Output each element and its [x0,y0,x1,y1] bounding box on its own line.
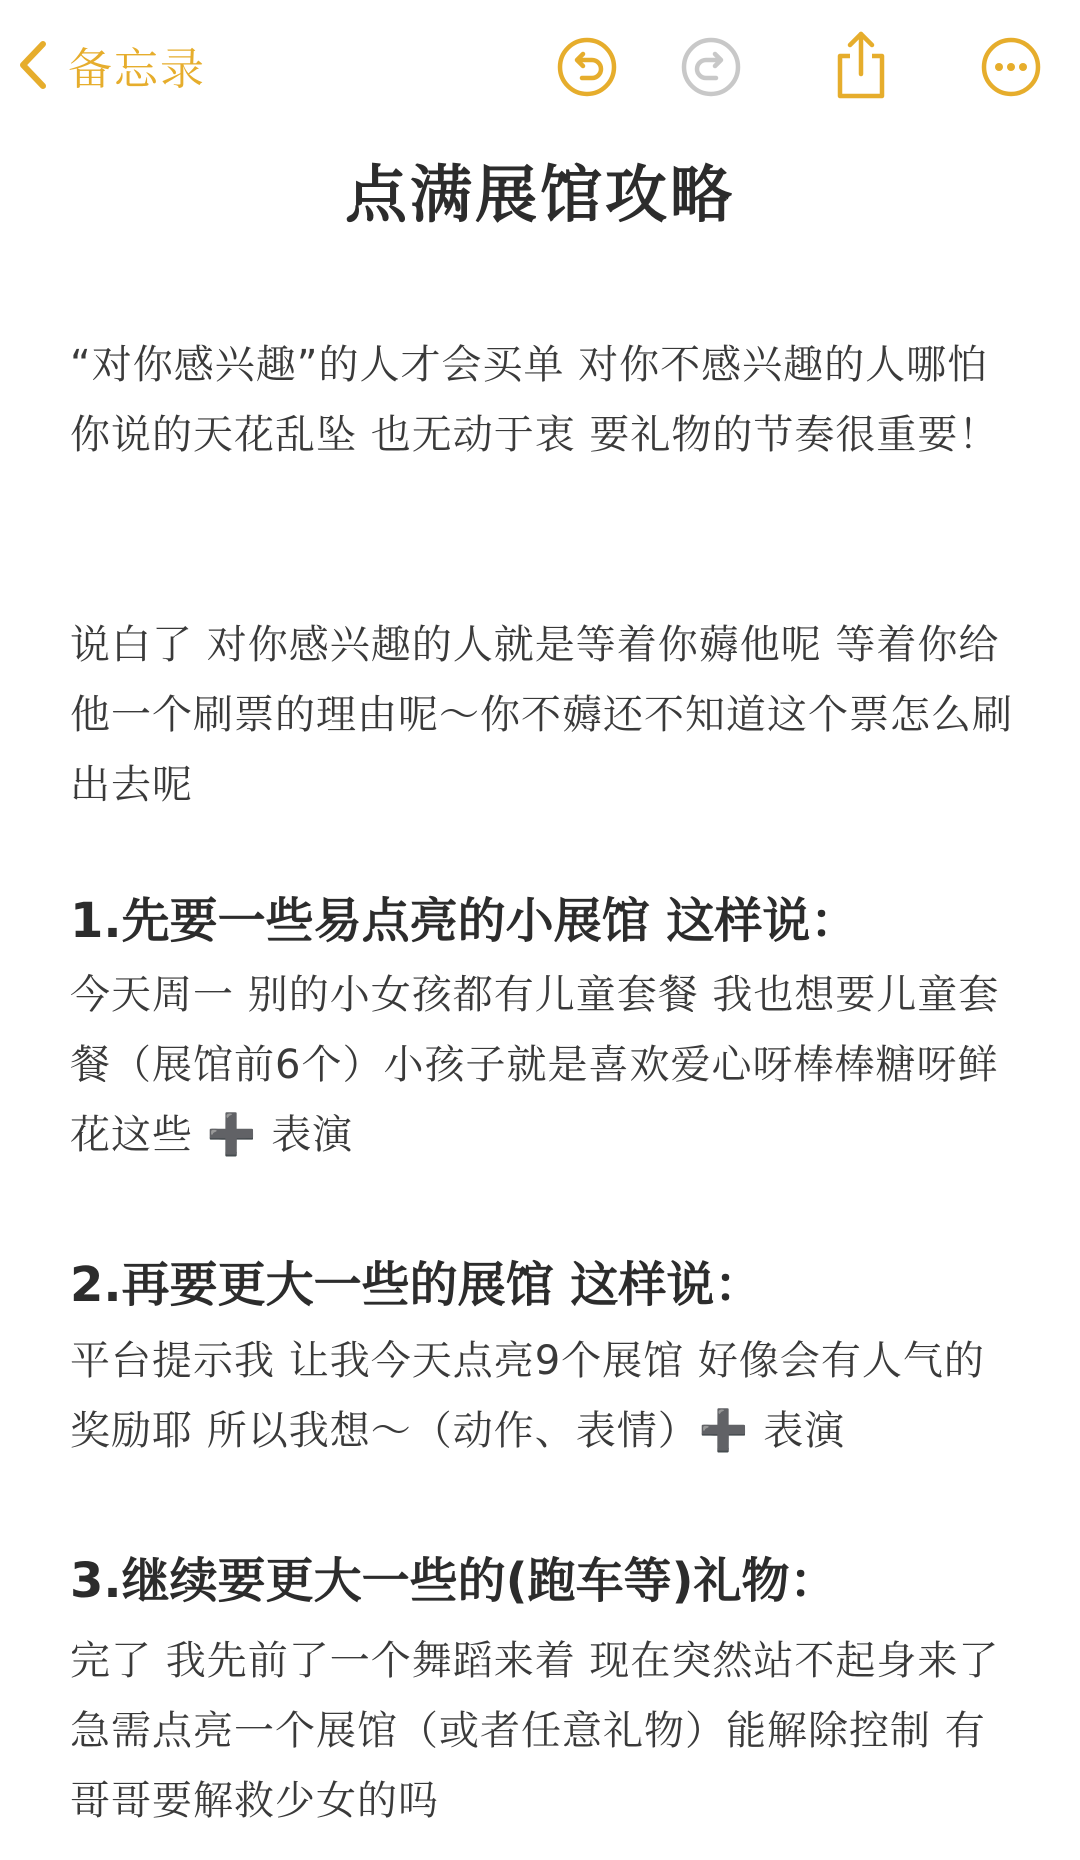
more-icon [980,36,1042,98]
intro-paragraph-2: 说白了 对你感兴趣的人就是等着你薅他呢 等着你给他一个刷票的理由呢～你不薅还不知道这个票怎么刷出去呢 [70,622,1013,808]
section-heading-1: 1.先要一些易点亮的小展馆 这样说： [70,893,859,949]
section-body-2: 平台提示我 让我今天点亮9个展馆 好像会有人气的奖励耶 所以我想～（动作、表情）➕ 表演 [70,1338,985,1454]
intro-paragraph-1: “对你感兴趣”的人才会买单 对你不感兴趣的人哪怕你说的天花乱坠 也无动于衷 要礼物的节奏很重要！ [70,342,1000,458]
more-button[interactable] [980,36,1042,98]
section-heading-3: 3.继续要更大一些的(跑车等)礼物： [70,1553,838,1609]
chevron-left-icon [18,40,48,90]
back-label: 备忘录 [68,44,206,95]
redo-button[interactable] [680,36,742,98]
share-icon [830,30,892,100]
share-button[interactable] [830,30,892,100]
note-title: 点满展馆攻略 [344,158,735,231]
navigation-bar [0,0,1080,140]
section-body-3: 完了 我先前了一个舞蹈来着 现在突然站不起身来了 急需点亮一个展馆（或者任意礼物）能解除控制 有哥哥要解救少女的吗 [70,1638,1000,1824]
back-button[interactable] [18,34,206,96]
section-body-1: 今天周一 别的小女孩都有儿童套餐 我也想要儿童套餐（展馆前6个）小孩子就是喜欢爱心呀棒棒糖呀鲜花这些 ➕ 表演 [70,972,1000,1158]
redo-icon [680,36,742,98]
undo-icon [556,36,618,98]
undo-button[interactable] [556,36,618,98]
section-heading-2: 2.再要更大一些的展馆 这样说： [70,1257,763,1313]
